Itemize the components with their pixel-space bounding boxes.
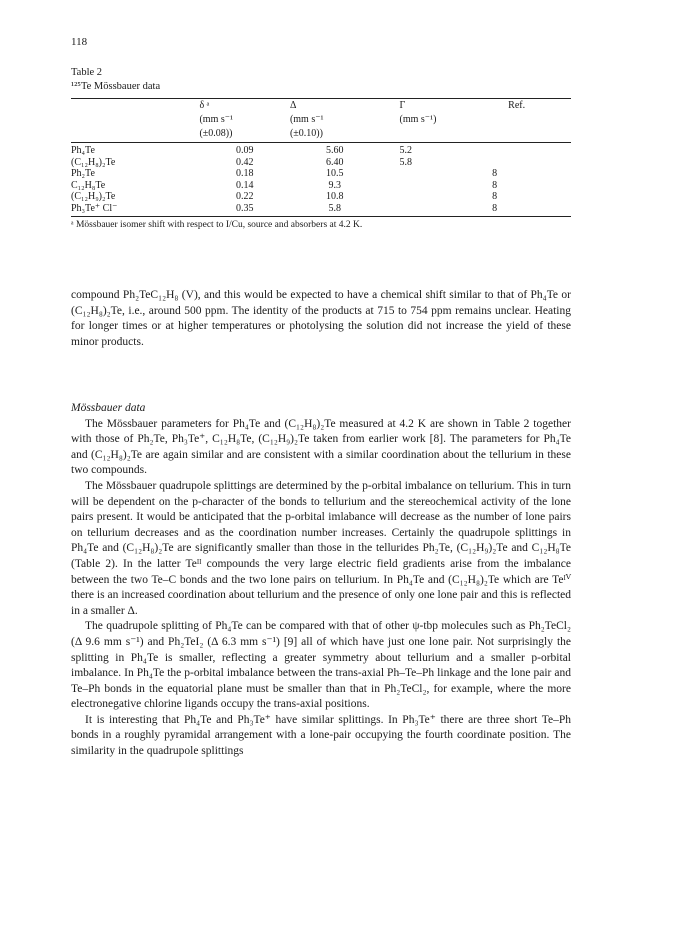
table-row [71,203,571,217]
cell-ref: 8 [492,168,498,179]
table-header-units-row [71,113,571,127]
paragraph: The quadrupole splitting of Ph₄Te can be compared with that of other ψ-tbp molecules such as Ph₂TeCl₂ (Δ 9.6 mm s⁻¹) and Ph₂TeI₂ (Δ 6.3 mm s⁻¹) [9] all of which have just one lone pair. Not surprisingly the splitting in Ph₄Te is smaller, reflecting a greater symmetry about tellurium and a smaller p-orbital imbalance. In Ph₄Te the p-orbital imbalance between the trans-axial Ph–Te–Ph linkage and the lone pair and Te–Ph bonds in the equatorial plane must be smaller than that in Ph₂TeCl₂, for example, where the more electronegative chlorine ligands occupy the trans-axial positions. [71,620,571,711]
cell-Delta: 9.3 [328,179,341,191]
cell-compound: Ph₄Te [71,145,95,156]
table-row [71,143,571,157]
cell-delta: 0.14 [235,179,254,191]
cell-gamma: 5.8 [399,156,413,168]
cell-compound: Ph₂Te [71,168,95,179]
header-Delta-unit: (mm s⁻¹ [289,114,324,125]
paragraph: The Mössbauer quadrupole splittings are determined by the p-orbital imbalance on tellurium. This in turn will be dependent on the p-character of the bonds to tellurium and the stereochemical activity of the lone pairs present. It would be anticipated that the p-orbital imlabance will decrease as the number of lone pairs on tellurium decreases and as the coordination number increases. Certainly the quadrupole splittings in Ph₄Te and (C₁₂H₈)₂Te are significantly smaller than those in the tellurides Ph₂Te, (C₁₂H₉)₂Te and C₁₂H₈Te (Table 2). In the latter Teᴵᴵ compounds the very large electric field gradients arise from the imbalance between the two Te–C bonds and the two lone pairs on tellurium. In Ph₄Te and (C₁₂H₈)₂Te which are Teᴵⱽ there is an increased coordination about tellurium and the presence of only one lone pair and this is reflected in a smaller Δ. [71,479,571,617]
table-row [71,180,571,192]
section-heading: Mössbauer data [71,402,146,414]
cell-gamma [380,203,493,217]
header-Delta-error: (±0.10)) [290,127,380,143]
cell-ref: 8 [492,179,498,191]
cell-Delta: 5.60 [325,145,344,156]
cell-delta: 0.22 [235,191,254,202]
cell-delta: 0.42 [235,156,254,168]
cell-gamma [380,191,493,203]
table-header-error-row [71,127,571,143]
cell-ref [492,157,571,169]
cell-compound: Ph₃Te⁺ Cl⁻ [71,203,199,217]
paragraph: compound Ph₂TeC₁₂H₈ (V), and this would be expected to have a chemical shift similar to that of Ph₄Te or (C₁₂H₈)₂Te, i.e., around 500 ppm. The identity of the products at 715 to 754 ppm remains unclear. Heating for longer times or at higher temperatures or photolysing the solution did not increase the yield of these minor products. [71,289,571,348]
paragraph: It is interesting that Ph₄Te and Ph₃Te⁺ have similar splittings. In Ph₃Te⁺ there are three short Te–Ph bonds in a roughly pyramidal arrangement with a lone-pair occupying the fourth coordinate position. The similarity in the quadrupole splittings [71,713,571,758]
cell-compound: (C₁₂H₈)₂Te [71,156,116,168]
cell-delta: 0.18 [235,168,254,179]
header-Delta-symbol: Δ [290,99,380,114]
cell-Delta: 6.40 [325,156,344,168]
cell-gamma [380,180,493,192]
header-compound [71,99,199,114]
header-gamma-unit: (mm s⁻¹) [399,114,437,125]
cell-compound: C₁₂H₈Te [71,179,106,191]
cell-Delta: 10.8 [325,191,344,202]
cell-ref: 8 [492,191,498,202]
cell-delta: 0.35 [199,203,289,217]
table-row [71,168,571,180]
table-caption: ¹²⁵Te Mössbauer data [71,81,161,92]
cell-ref [492,143,571,157]
cell-compound: (C₁₂H₉)₂Te [71,191,116,202]
cell-gamma: 5.2 [399,145,413,156]
header-ref: Ref. [492,99,571,114]
table-title: Table 2 [71,67,103,78]
paragraph-block-1 [71,288,571,350]
cell-delta: 0.09 [235,145,254,156]
cell-gamma [380,168,493,180]
table-row [71,157,571,169]
cell-Delta: 5.8 [290,203,380,217]
header-delta-unit: (mm s⁻¹ [199,114,234,125]
header-delta-symbol: δ ᵃ [199,99,289,114]
header-delta-error: (±0.08)) [199,127,289,143]
table-header-row [71,99,571,114]
table-footnote: ᵃ Mössbauer isomer shift with respect to I/Cu, source and absorbers at 4.2 K. [71,220,363,230]
table-block [71,66,571,230]
cell-ref: 8 [492,203,571,217]
paragraph: The Mössbauer parameters for Ph₄Te and (C₁₂H₈)₂Te measured at 4.2 K are shown in Table 2 together with those of Ph₂Te, Ph₃Te⁺, C₁₂H₈Te, (C₁₂H₉)₂Te taken from earlier work [8]. The parameters for Ph₄Te and (C₁₂H₈)₂Te are again similar and are consistent with a similar coordination about the tellurium in these two compounds. [71,417,571,477]
mossbauer-table [71,98,571,217]
page-number: 118 [71,36,88,48]
section-mossbauer [71,401,571,760]
header-gamma-symbol: Γ [380,99,493,114]
table-row [71,191,571,203]
cell-Delta: 10.5 [325,168,344,179]
